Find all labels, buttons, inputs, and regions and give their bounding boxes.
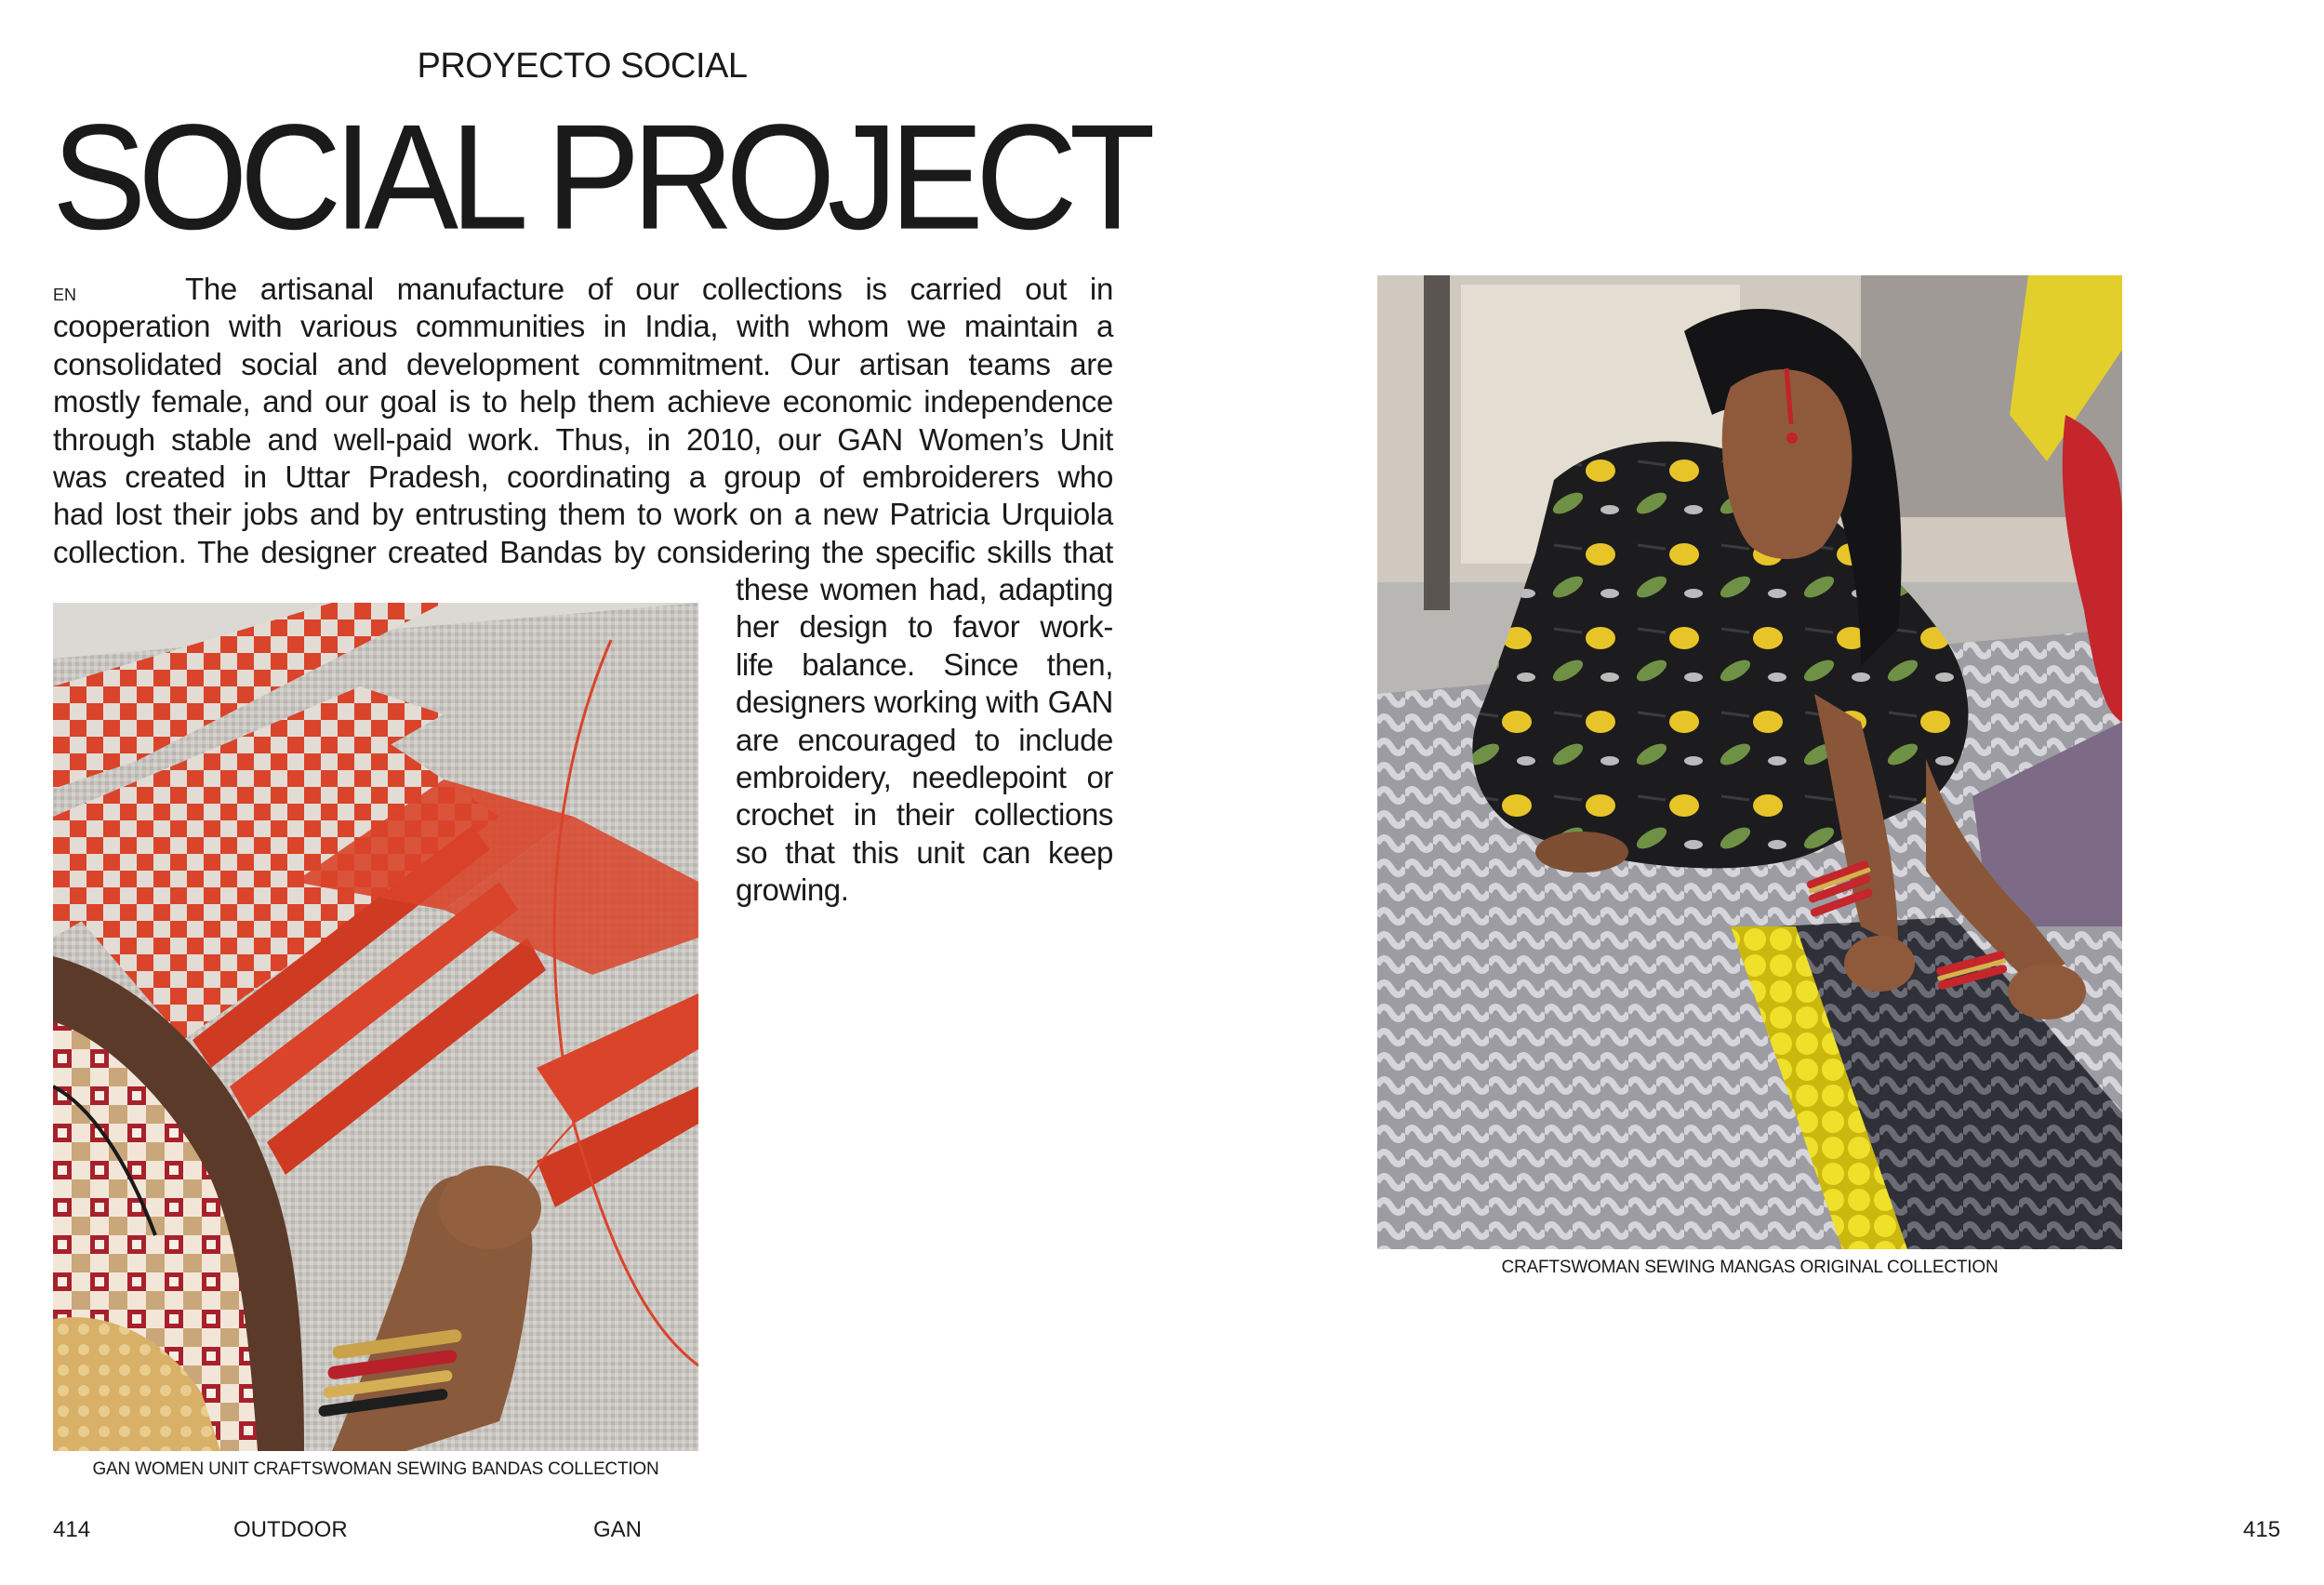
photo-caption-left: GAN WOMEN UNIT CRAFTSWOMAN SEWING BANDAS COLLECTION [92, 1459, 659, 1479]
photo-bandas-embroidery [53, 603, 698, 1451]
body-text-top [53, 271, 1113, 571]
body-line: growing. [736, 872, 849, 908]
body-line: these women had, adapting [736, 572, 1113, 606]
body-line: embroidery, needlepoint or [736, 760, 1113, 795]
photo-mangas-craftswoman [1377, 275, 2122, 1249]
body-line: collection. The designer created Bandas by considering the specific skills that [53, 534, 1113, 569]
body-line: are encouraged to include [736, 722, 1113, 757]
language-tag: EN [53, 286, 77, 304]
page-number-left: 414 [53, 1517, 91, 1542]
kicker-title: PROYECTO SOCIAL [417, 47, 748, 86]
section-label: OUTDOOR [233, 1517, 348, 1542]
body-line: so that this unit can keep [736, 834, 1113, 870]
body-text-column [736, 571, 1113, 910]
body-line: life balance. Since then, [736, 646, 1113, 682]
body-line: cooperation with various communities in India, with whom we maintain a [53, 309, 1113, 344]
body-line: consolidated social and development commitment. Our artisan teams are [53, 346, 1113, 381]
body-line: had lost their jobs and by entrusting them to work on a new Patricia Urquiola [53, 497, 1113, 532]
body-line: crochet in their collections [736, 797, 1113, 832]
photo-caption-right: CRAFTSWOMAN SEWING MANGAS ORIGINAL COLLECTION [1501, 1258, 1999, 1277]
headline: SOCIAL PROJECT [52, 93, 1148, 261]
body-line: The artisanal manufacture of our collections is carried out in [185, 272, 1113, 306]
body-line: mostly female, and our goal is to help them achieve economic independence [53, 384, 1113, 420]
brand-label: GAN [593, 1517, 643, 1542]
body-line: through stable and well-paid work. Thus, in 2010, our GAN Women’s Unit [53, 421, 1113, 457]
body-line: was created in Uttar Pradesh, coordinating a group of embroiderers who [53, 460, 1113, 495]
body-line: designers working with GAN [736, 685, 1113, 720]
body-line: her design to favor work- [736, 609, 1113, 645]
page-number-right: 415 [2243, 1517, 2281, 1542]
